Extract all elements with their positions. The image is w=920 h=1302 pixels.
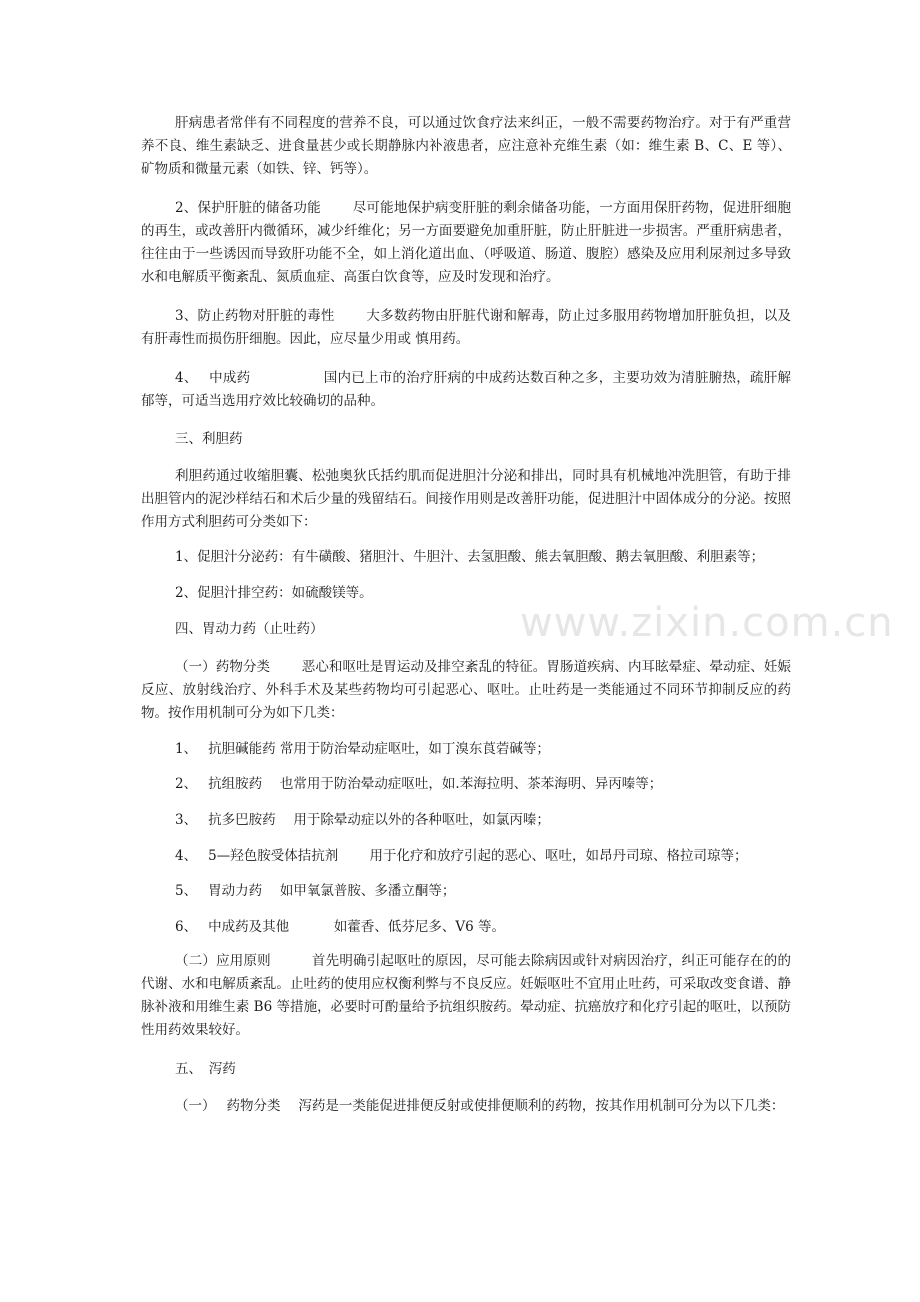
list-item-5ht-antagonist: 4、 5—羟色胺受体拮抗剂 用于化疗和放疗引起的恶心、呕吐，如昂丹司琼、格拉司琼等； <box>175 848 748 864</box>
list-item-antihistamine: 2、 抗组胺药 也常用于防治晕动症呕吐，如.苯海拉明、茶苯海明、异丙嗪等； <box>175 776 663 792</box>
paragraph-antiemetic-classification: （一）药物分类 恶心和呕吐是胃运动及排空紊乱的特征。胃肠道疾病、内耳眩晕症、晕动症、妊娠反应、放射线治疗、外科手术及某些药物均可引起恶心、呕吐。止吐药是一类能通过不同环节抑制反应的药物。按作用机制可分为如下几类： <box>141 659 791 721</box>
paragraph-liver-nutrition: 肝病患者常伴有不同程度的营养不良，可以通过饮食疗法来纠正，一般不需要药物治疗。对于有严重营养不良、维生素缺乏、进食量甚少或长期静脉内补液患者，应注意补充维生素（如：维生素 B、C、E 等）、矿物质和微量元素（如铁、锌、钙等）。 <box>141 115 791 177</box>
list-item-anticholinergic: 1、 抗胆碱能药 常用于防治晕动症呕吐，如丁溴东莨菪碱等； <box>175 741 550 757</box>
list-item-antidopamine: 3、 抗多巴胺药 用于除晕动症以外的各种呕吐，如氯丙嗪； <box>175 812 550 828</box>
watermark-text: www.zixin.com.cn <box>520 600 894 646</box>
paragraph-liver-reserve: 2、保护肝脏的储备功能 尽可能地保护病变肝脏的剩余储备功能，一方面用保肝药物，促进肝细胞的再生，或改善肝内微循环，减少纤维化；另一方面要避免加重肝脏，防止肝脏进一步损害。严重肝病患者，往往由于一些诱因而导致肝功能不全，如上消化道出血、（呼吸道、肠道、腹腔）感染及应用利尿剂过多导致水和电解质平衡紊乱、氮质血症、高蛋白饮食等，应及时发现和治疗。 <box>141 200 791 285</box>
paragraph-application-principles: （二）应用原则 首先明确引起呕吐的原因，尽可能去除病因或针对病因治疗，纠正可能存在的的代谢、水和电解质紊乱。止吐药的使用应权衡利弊与不良反应。妊娠呕吐不宜用止吐药，可采取改变食谱、静脉补液和用维生素 B6 等措施，必要时可酌量给予抗组织胺药。晕动症、抗癌放疗和化疗引起的呕吐，以预防性用药效果较好。 <box>141 953 791 1038</box>
heading-laxatives: 五、 泻药 <box>175 1061 236 1077</box>
list-item-prokinetic-drugs: 5、 胃动力药 如甲氧氯普胺、多潘立酮等； <box>175 883 456 899</box>
paragraph-laxative-classification: （一） 药物分类 泻药是一类能促进排便反射或使排便顺利的药物，按其作用机制可分为以下几类： <box>175 1098 785 1114</box>
heading-cholagogue: 三、利胆药 <box>175 431 243 447</box>
heading-prokinetic: 四、胃动力药（止吐药） <box>175 621 324 637</box>
paragraph-chinese-medicine: 4、 中成药 国内已上市的治疗肝病的中成药达数百种之多，主要功效为清脏腑热，疏肝解郁等，可适当选用疗效比较确切的品种。 <box>141 370 791 409</box>
paragraph-cholagogue-intro: 利胆药通过收缩胆囊、松弛奥狄氏括约肌而促进胆汁分泌和排出，同时具有机械地冲洗胆管，有助于排出胆管内的泥沙样结石和术后少量的残留结石。间接作用则是改善肝功能，促进胆汁中固体成分的分泌。按照作用方式利胆药可分类如下： <box>141 468 791 530</box>
list-item-bile-emptying: 2、促胆汁排空药：如硫酸镁等。 <box>175 585 373 601</box>
list-item-bile-secretion: 1、促胆汁分泌药：有牛磺酸、猪胆汁、牛胆汁、去氢胆酸、熊去氧胆酸、鹅去氧胆酸、利胆素等； <box>175 549 765 565</box>
list-item-chinese-and-other: 6、 中成药及其他 如藿香、低芬尼多、V6 等。 <box>175 919 506 935</box>
paragraph-liver-toxicity: 3、防止药物对肝脏的毒性 大多数药物由肝脏代谢和解毒，防止过多服用药物增加肝脏负担，以及有肝毒性而损伤肝细胞。因此，应尽量少用或 慎用药。 <box>141 308 791 347</box>
